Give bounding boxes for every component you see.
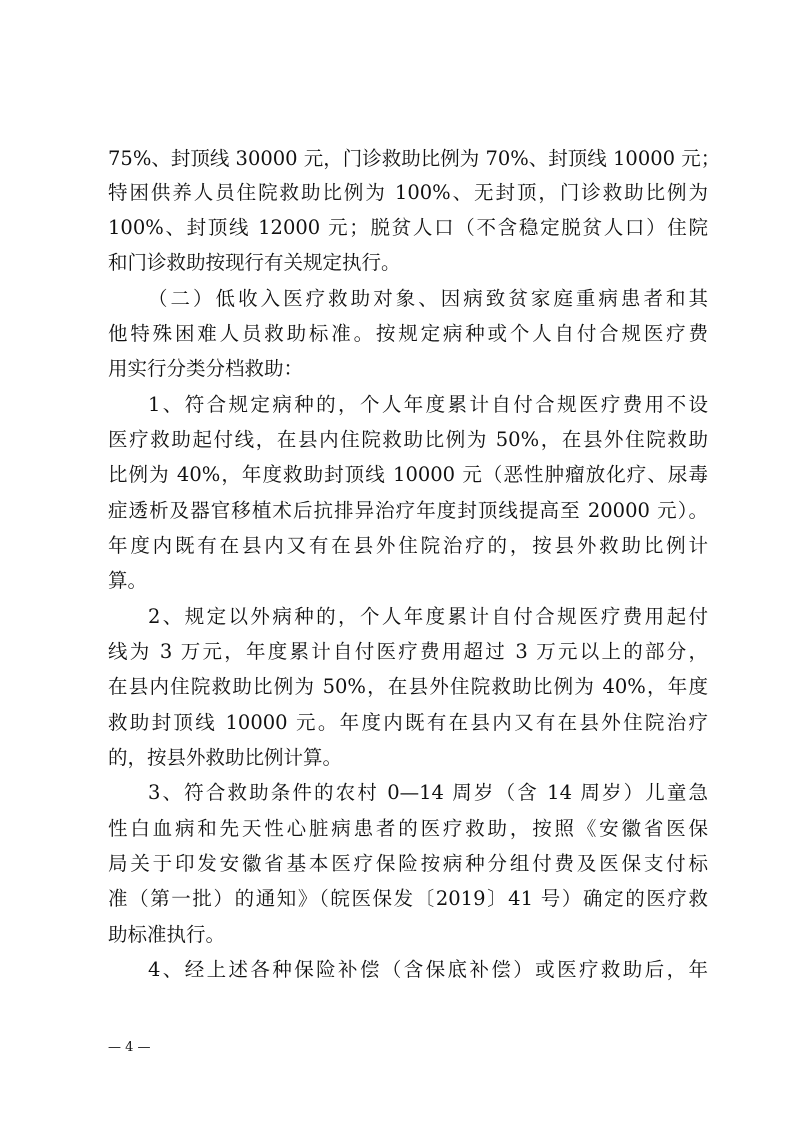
text-line: 性白血病和先天性心脏病患者的医疗救助，按照《安徽省医保 [108, 817, 708, 840]
text-line: 年度内既有在县内又有在县外住院治疗的，按县外救助比例计 [108, 534, 708, 557]
text-line: 医疗救助起付线，在县内住院救助比例为 50%，在县外住院救助 [108, 428, 708, 451]
text-line: 救助封顶线 10000 元。年度内既有在县内又有在县外住院治疗 [108, 711, 708, 734]
text-line: 他特殊困难人员救助标准。按规定病种或个人自付合规医疗费 [108, 322, 708, 345]
text-line: 100%、封顶线 12000 元；脱贫人口（不含稳定脱贫人口）住院 [108, 216, 708, 239]
text-line: 3、符合救助条件的农村 0—14 周岁（含 14 周岁）儿童急 [148, 781, 708, 804]
text-line: 准（第一批）的通知》（皖医保发〔2019〕41 号）确定的医疗救 [108, 887, 708, 910]
text-line: 比例为 40%，年度救助封顶线 10000 元（恶性肿瘤放化疗、尿毒 [108, 463, 708, 486]
text-line: 的，按县外救助比例计算。 [108, 746, 343, 769]
text-line: 在县内住院救助比例为 50%，在县外住院救助比例为 40%，年度 [108, 675, 708, 698]
text-line: 症透析及器官移植术后抗排异治疗年度封顶线提高至 20000 元）。 [108, 499, 708, 522]
text-line: 算。 [108, 569, 148, 592]
text-line: 线为 3 万元，年度累计自付医疗费用超过 3 万元以上的部分， [108, 640, 708, 663]
text-line: 用实行分类分档救助： [108, 357, 304, 380]
text-line: 局关于印发安徽省基本医疗保险按病种分组付费及医保支付标 [108, 852, 708, 875]
text-line: 特困供养人员住院救助比例为 100%、无封顶，门诊救助比例为 [108, 181, 708, 204]
text-line: 4、经上述各种保险补偿（含保底补偿）或医疗救助后，年 [148, 958, 708, 981]
text-line: 75%、封顶线 30000 元，门诊救助比例为 70%、封顶线 10000 元； [108, 147, 721, 170]
page-number: — 4 — [108, 1040, 151, 1055]
text-line: 2、规定以外病种的，个人年度累计自付合规医疗费用起付 [148, 605, 708, 628]
text-line: 1、符合规定病种的，个人年度累计自付合规医疗费用不设 [148, 393, 708, 416]
text-line: 和门诊救助按现行有关规定执行。 [108, 251, 401, 274]
text-line: （二）低收入医疗救助对象、因病致贫家庭重病患者和其 [148, 287, 708, 310]
text-line: 助标准执行。 [108, 923, 226, 946]
